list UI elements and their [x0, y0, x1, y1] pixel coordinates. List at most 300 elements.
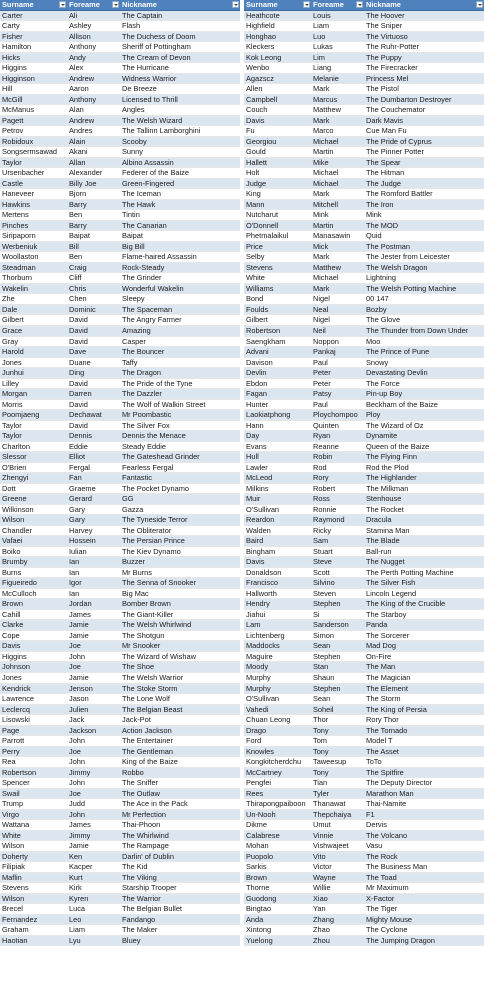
- surname-cell[interactable]: O'Donnell: [246, 220, 279, 230]
- surname-cell[interactable]: Harold: [2, 347, 24, 357]
- nickname-cell[interactable]: Licensed to Thrill: [122, 94, 178, 104]
- nickname-cell[interactable]: The Thunder from Down Under: [366, 325, 469, 335]
- forename-cell[interactable]: Nigel: [313, 315, 330, 325]
- forename-cell[interactable]: Duane: [69, 357, 91, 367]
- nickname-cell[interactable]: The Dumbarton Destroyer: [366, 94, 452, 104]
- nickname-cell[interactable]: The Postman: [366, 241, 410, 251]
- nickname-cell[interactable]: The Judge: [366, 178, 401, 188]
- forename-cell[interactable]: Aaron: [69, 84, 89, 94]
- forename-cell[interactable]: Umut: [313, 820, 331, 830]
- nickname-cell[interactable]: Mr Snooker: [122, 641, 161, 651]
- surname-cell[interactable]: Filipiak: [2, 862, 25, 872]
- nickname-cell[interactable]: The Giant-Killer: [122, 609, 174, 619]
- nickname-cell[interactable]: The Tyneside Terror: [122, 515, 188, 525]
- forename-cell[interactable]: Ian: [69, 567, 80, 577]
- surname-cell[interactable]: Campbell: [246, 94, 278, 104]
- surname-cell[interactable]: Stevens: [246, 262, 273, 272]
- surname-cell[interactable]: Page: [2, 725, 20, 735]
- forename-cell[interactable]: Joe: [69, 788, 81, 798]
- forename-cell[interactable]: Michael: [313, 136, 339, 146]
- surname-cell[interactable]: Mohan: [246, 841, 269, 851]
- nickname-cell[interactable]: The Rampage: [122, 841, 169, 851]
- forename-cell[interactable]: Paul: [313, 357, 328, 367]
- surname-cell[interactable]: Clarke: [2, 620, 24, 630]
- nickname-cell[interactable]: Mr Maximum: [366, 883, 409, 893]
- surname-cell[interactable]: Carter: [2, 10, 23, 20]
- forename-cell[interactable]: Ian: [69, 557, 80, 567]
- nickname-cell[interactable]: The Maker: [122, 925, 158, 935]
- forename-cell[interactable]: Jason: [69, 694, 89, 704]
- surname-cell[interactable]: Dale: [2, 304, 18, 314]
- nickname-cell[interactable]: Devastating Devlin: [366, 368, 428, 378]
- surname-cell[interactable]: Taylor: [2, 157, 22, 167]
- forename-cell[interactable]: Patsy: [313, 389, 332, 399]
- forename-cell[interactable]: Dennis: [69, 431, 93, 441]
- nickname-cell[interactable]: Fantastic: [122, 473, 152, 483]
- forename-cell[interactable]: Joe: [69, 662, 81, 672]
- nickname-cell[interactable]: The Dragon: [122, 368, 162, 378]
- forename-cell[interactable]: Mink: [313, 210, 329, 220]
- forename-cell[interactable]: Kirk: [69, 883, 82, 893]
- nickname-cell[interactable]: The Force: [366, 378, 400, 388]
- nickname-cell[interactable]: The Milkman: [366, 483, 409, 493]
- surname-cell[interactable]: Fu: [246, 126, 255, 136]
- nickname-header[interactable]: Nickname: [364, 0, 484, 10]
- surname-cell[interactable]: Higginson: [2, 73, 35, 83]
- surname-cell[interactable]: Anda: [246, 914, 264, 924]
- nickname-cell[interactable]: The Asset: [366, 746, 399, 756]
- surname-cell[interactable]: Davison: [246, 357, 273, 367]
- forename-cell[interactable]: David: [69, 315, 88, 325]
- surname-cell[interactable]: Nutcharut: [246, 210, 279, 220]
- surname-cell[interactable]: Ebdon: [246, 378, 268, 388]
- surname-cell[interactable]: Maddocks: [246, 641, 280, 651]
- surname-cell[interactable]: Wilson: [2, 841, 25, 851]
- forename-cell[interactable]: Peter: [313, 368, 331, 378]
- surname-cell[interactable]: Stevens: [2, 883, 29, 893]
- surname-cell[interactable]: Hallworth: [246, 588, 277, 598]
- surname-cell[interactable]: Georgiou: [246, 136, 277, 146]
- surname-cell[interactable]: Mertens: [2, 210, 29, 220]
- forename-cell[interactable]: Victor: [313, 862, 332, 872]
- forename-cell[interactable]: Billy Joe: [69, 178, 97, 188]
- forename-cell[interactable]: Matthew: [313, 262, 341, 272]
- forename-cell[interactable]: Zhou: [313, 935, 330, 945]
- forename-cell[interactable]: Darren: [69, 389, 92, 399]
- nickname-cell[interactable]: The Pride of Cyprus: [366, 136, 432, 146]
- forename-cell[interactable]: Tony: [313, 767, 329, 777]
- surname-cell[interactable]: Spencer: [2, 778, 30, 788]
- forename-cell[interactable]: Wayne: [313, 872, 336, 882]
- forename-cell[interactable]: Robin: [313, 452, 333, 462]
- forename-cell[interactable]: Cliff: [69, 273, 82, 283]
- nickname-cell[interactable]: GG: [122, 494, 134, 504]
- forename-cell[interactable]: Allan: [69, 157, 86, 167]
- nickname-cell[interactable]: Bluey: [122, 935, 141, 945]
- surname-cell[interactable]: Hicks: [2, 52, 21, 62]
- forename-cell[interactable]: Barry: [69, 199, 87, 209]
- nickname-cell[interactable]: Taffy: [122, 357, 138, 367]
- nickname-cell[interactable]: Mr Poombastic: [122, 410, 172, 420]
- forename-cell[interactable]: Michael: [313, 273, 339, 283]
- nickname-cell[interactable]: The Wolf of Walkin Street: [122, 399, 206, 409]
- surname-cell[interactable]: McManus: [2, 105, 35, 115]
- nickname-cell[interactable]: The Jumping Dragon: [366, 935, 436, 945]
- surname-cell[interactable]: Lawler: [246, 462, 268, 472]
- nickname-cell[interactable]: The Welsh Dragon: [366, 262, 428, 272]
- forename-cell[interactable]: Mitchell: [313, 199, 339, 209]
- surname-cell[interactable]: Parrott: [2, 736, 25, 746]
- nickname-cell[interactable]: The Magician: [366, 673, 411, 682]
- surname-cell[interactable]: Lam: [246, 620, 261, 630]
- nickname-cell[interactable]: Moo: [366, 336, 381, 346]
- surname-cell[interactable]: Wattana: [2, 820, 30, 830]
- forename-cell[interactable]: Martin: [313, 147, 334, 157]
- forename-cell[interactable]: Mark: [313, 115, 330, 125]
- surname-cell[interactable]: Thorne: [246, 883, 270, 893]
- nickname-cell[interactable]: The MOD: [366, 220, 399, 230]
- surname-cell[interactable]: McCartney: [246, 767, 282, 777]
- surname-cell[interactable]: Gray: [2, 336, 19, 346]
- forename-cell[interactable]: Bill: [69, 241, 79, 251]
- forename-cell[interactable]: Ploychompoo: [313, 410, 358, 420]
- surname-cell[interactable]: Fernandez: [2, 914, 38, 924]
- forename-cell[interactable]: Chen: [69, 294, 87, 304]
- nickname-cell[interactable]: Robbo: [122, 767, 144, 777]
- surname-cell[interactable]: Baird: [246, 536, 264, 546]
- nickname-cell[interactable]: Bomber Brown: [122, 599, 171, 609]
- forename-cell[interactable]: Gary: [69, 515, 86, 525]
- nickname-cell[interactable]: The Angry Farmer: [122, 315, 182, 325]
- nickname-cell[interactable]: The Perth Potting Machine: [366, 567, 454, 577]
- forename-cell[interactable]: Mark: [313, 252, 330, 262]
- nickname-cell[interactable]: Scooby: [122, 136, 147, 146]
- forename-cell[interactable]: Zhang: [313, 914, 334, 924]
- nickname-cell[interactable]: King of the Baize: [122, 757, 178, 767]
- surname-cell[interactable]: Petrov: [2, 126, 24, 136]
- surname-cell[interactable]: Price: [246, 241, 263, 251]
- nickname-cell[interactable]: Lincoln Legend: [366, 588, 417, 598]
- forename-cell[interactable]: Stephen: [313, 651, 341, 661]
- nickname-cell[interactable]: Snowy: [366, 357, 389, 367]
- nickname-cell[interactable]: Steady Eddie: [122, 441, 166, 451]
- forename-cell[interactable]: Ben: [69, 252, 83, 262]
- nickname-cell[interactable]: The Blade: [366, 536, 400, 546]
- forename-cell[interactable]: Hossein: [69, 536, 96, 546]
- nickname-cell[interactable]: The Stoke Storm: [122, 683, 178, 693]
- surname-cell[interactable]: McGill: [2, 94, 23, 104]
- forename-cell[interactable]: Steven: [313, 588, 337, 598]
- nickname-cell[interactable]: Starship Trooper: [122, 883, 177, 893]
- surname-cell[interactable]: Johnson: [2, 662, 30, 672]
- nickname-cell[interactable]: The Kiev Dynamo: [122, 546, 181, 556]
- surname-cell[interactable]: Xintong: [246, 925, 272, 935]
- surname-cell[interactable]: Trump: [2, 799, 24, 809]
- surname-cell[interactable]: Day: [246, 431, 260, 441]
- forename-cell[interactable]: Noppon: [313, 336, 339, 346]
- nickname-cell[interactable]: The Senna of Snooker: [122, 578, 196, 588]
- surname-cell[interactable]: Wilkinson: [2, 504, 34, 514]
- filter-dropdown-icon[interactable]: [476, 1, 483, 8]
- forename-cell[interactable]: Vito: [313, 851, 326, 861]
- forename-cell[interactable]: Kyren: [69, 893, 89, 903]
- nickname-cell[interactable]: The Romford Battler: [366, 189, 433, 199]
- surname-cell[interactable]: O'Sullivan: [246, 504, 280, 514]
- surname-cell[interactable]: Greene: [2, 494, 27, 504]
- surname-cell[interactable]: Steadman: [2, 262, 36, 272]
- nickname-cell[interactable]: The Hurricane: [122, 63, 169, 73]
- forename-cell[interactable]: Pankaj: [313, 347, 336, 357]
- nickname-cell[interactable]: The Shoe: [122, 662, 155, 672]
- surname-cell[interactable]: Fisher: [2, 31, 23, 41]
- surname-cell[interactable]: Kendrick: [2, 683, 31, 693]
- surname-cell[interactable]: McCulloch: [2, 588, 37, 598]
- forename-cell[interactable]: Alex: [69, 63, 84, 73]
- forename-cell[interactable]: Joe: [69, 746, 81, 756]
- forename-cell[interactable]: Marcus: [313, 94, 338, 104]
- nickname-cell[interactable]: Federer of the Baize: [122, 168, 189, 178]
- forename-cell[interactable]: Andres: [69, 126, 93, 136]
- surname-cell[interactable]: Songsermsawad: [2, 147, 58, 157]
- nickname-cell[interactable]: Buzzer: [122, 557, 146, 567]
- forename-cell[interactable]: John: [69, 778, 86, 788]
- forename-cell[interactable]: Matthew: [313, 105, 341, 115]
- surname-cell[interactable]: Allen: [246, 84, 263, 94]
- forename-cell[interactable]: Si: [313, 609, 320, 619]
- forename-cell[interactable]: Ricky: [313, 525, 332, 535]
- forename-cell[interactable]: David: [69, 378, 88, 388]
- surname-cell[interactable]: McLeod: [246, 473, 273, 483]
- nickname-cell[interactable]: The Deputy Director: [366, 778, 433, 788]
- nickname-cell[interactable]: The Toad: [366, 872, 397, 882]
- surname-cell[interactable]: Wilson: [2, 515, 25, 525]
- forename-cell[interactable]: John: [69, 757, 86, 767]
- nickname-cell[interactable]: Sleepy: [122, 294, 145, 304]
- surname-cell[interactable]: Gould: [246, 147, 266, 157]
- surname-cell[interactable]: Donaldson: [246, 567, 282, 577]
- surname-cell[interactable]: Hunter: [246, 399, 269, 409]
- nickname-cell[interactable]: The Couchemator: [366, 105, 426, 115]
- forename-cell[interactable]: Jamie: [69, 673, 89, 682]
- surname-cell[interactable]: Saengkham: [246, 336, 286, 346]
- nickname-cell[interactable]: Panda: [366, 620, 388, 630]
- nickname-cell[interactable]: Angles: [122, 105, 145, 115]
- surname-cell[interactable]: Murphy: [246, 683, 271, 693]
- nickname-cell[interactable]: The Volcano: [366, 830, 408, 840]
- nickname-cell[interactable]: Casper: [122, 336, 146, 346]
- nickname-cell[interactable]: Rock-Steady: [122, 262, 165, 272]
- surname-cell[interactable]: Yuelong: [246, 935, 273, 945]
- nickname-cell[interactable]: The Glove: [366, 315, 401, 325]
- nickname-cell[interactable]: Dervis: [366, 820, 387, 830]
- surname-cell[interactable]: Robidoux: [2, 136, 34, 146]
- forename-cell[interactable]: Yan: [313, 904, 326, 914]
- nickname-cell[interactable]: The Highlander: [366, 473, 417, 483]
- nickname-cell[interactable]: Cue Man Fu: [366, 126, 407, 136]
- forename-cell[interactable]: Lukas: [313, 42, 333, 52]
- surname-cell[interactable]: Judge: [246, 178, 267, 188]
- nickname-cell[interactable]: Sunny: [122, 147, 143, 157]
- surname-cell[interactable]: Leclercq: [2, 704, 30, 714]
- forename-cell[interactable]: Stephen: [313, 599, 341, 609]
- nickname-cell[interactable]: Pin-up Boy: [366, 389, 403, 399]
- surname-cell[interactable]: Ursenbacher: [2, 168, 45, 178]
- forename-cell[interactable]: Manasawin: [313, 231, 351, 241]
- forename-cell[interactable]: Kurt: [69, 872, 83, 882]
- forename-cell[interactable]: Anthony: [69, 42, 97, 52]
- forename-cell[interactable]: Silvino: [313, 578, 335, 588]
- nickname-cell[interactable]: The Entertainer: [122, 736, 173, 746]
- nickname-cell[interactable]: The Firecracker: [366, 63, 418, 73]
- surname-cell[interactable]: Highfield: [246, 21, 275, 31]
- surname-cell[interactable]: Ford: [246, 736, 262, 746]
- forename-cell[interactable]: Simon: [313, 630, 334, 640]
- nickname-cell[interactable]: Action Jackson: [122, 725, 172, 735]
- surname-cell[interactable]: Rea: [2, 757, 16, 767]
- surname-cell[interactable]: Castle: [2, 178, 23, 188]
- surname-cell[interactable]: Siripaporn: [2, 231, 36, 241]
- surname-cell[interactable]: Hallett: [246, 157, 267, 167]
- forename-cell[interactable]: Joe: [69, 641, 81, 651]
- surname-cell[interactable]: Murphy: [246, 673, 271, 682]
- forename-cell[interactable]: Dominic: [69, 304, 96, 314]
- forename-cell[interactable]: Dave: [69, 347, 87, 357]
- forename-cell[interactable]: Chris: [69, 283, 87, 293]
- surname-cell[interactable]: Doherty: [2, 851, 28, 861]
- nickname-cell[interactable]: F1: [366, 809, 375, 819]
- forename-cell[interactable]: Shaun: [313, 673, 335, 682]
- nickname-cell[interactable]: The Storm: [366, 694, 401, 704]
- surname-cell[interactable]: Figueiredo: [2, 578, 37, 588]
- surname-cell[interactable]: Robertson: [2, 767, 37, 777]
- forename-cell[interactable]: Harvey: [69, 525, 93, 535]
- surname-cell[interactable]: Higgins: [2, 63, 27, 73]
- forename-cell[interactable]: Jimmy: [69, 767, 91, 777]
- surname-cell[interactable]: Boiko: [2, 546, 21, 556]
- surname-cell[interactable]: Pagett: [2, 115, 24, 125]
- nickname-cell[interactable]: Rory Thor: [366, 715, 399, 725]
- nickname-cell[interactable]: Thai-Phoon: [122, 820, 161, 830]
- forename-cell[interactable]: Fergal: [69, 462, 90, 472]
- nickname-cell[interactable]: Jack-Pot: [122, 715, 151, 725]
- forename-cell[interactable]: David: [69, 336, 88, 346]
- forename-cell[interactable]: Liam: [69, 925, 86, 935]
- surname-header[interactable]: Surname: [0, 0, 67, 10]
- surname-cell[interactable]: Bingtao: [246, 904, 272, 914]
- surname-cell[interactable]: Morris: [2, 399, 23, 409]
- nickname-cell[interactable]: The Lone Wolf: [122, 694, 170, 704]
- forename-cell[interactable]: Jackson: [69, 725, 97, 735]
- forename-cell[interactable]: Sam: [313, 536, 329, 546]
- nickname-cell[interactable]: Mighty Mouse: [366, 914, 413, 924]
- nickname-cell[interactable]: The Spear: [366, 157, 401, 167]
- nickname-cell[interactable]: Princess Mel: [366, 73, 409, 83]
- filter-dropdown-icon[interactable]: [356, 1, 363, 8]
- forename-cell[interactable]: Jack: [69, 715, 85, 725]
- forename-cell[interactable]: John: [69, 651, 86, 661]
- forename-cell[interactable]: Stephen: [313, 683, 341, 693]
- nickname-cell[interactable]: Quid: [366, 231, 382, 241]
- forename-cell[interactable]: Sean: [313, 641, 331, 651]
- forename-cell[interactable]: Tian: [313, 778, 328, 788]
- surname-cell[interactable]: Morgan: [2, 389, 28, 399]
- surname-cell[interactable]: Chandler: [2, 525, 32, 535]
- surname-cell[interactable]: Fagan: [246, 389, 267, 399]
- surname-cell[interactable]: Maguire: [246, 651, 273, 661]
- nickname-cell[interactable]: The Belgian Bullet: [122, 904, 182, 914]
- nickname-cell[interactable]: The Puppy: [366, 52, 402, 62]
- forename-cell[interactable]: Baipat: [69, 231, 90, 241]
- forename-cell[interactable]: Mark: [313, 189, 330, 199]
- forename-cell[interactable]: Mick: [313, 241, 329, 251]
- nickname-cell[interactable]: ToTo: [366, 757, 382, 767]
- nickname-cell[interactable]: Amazing: [122, 325, 151, 335]
- forename-cell[interactable]: Stan: [313, 662, 329, 672]
- surname-cell[interactable]: Knowles: [246, 746, 274, 756]
- forename-cell[interactable]: Alain: [69, 136, 86, 146]
- forename-cell[interactable]: Ryan: [313, 431, 331, 441]
- surname-cell[interactable]: Lilley: [2, 378, 19, 388]
- forename-cell[interactable]: David: [69, 325, 88, 335]
- surname-cell[interactable]: Cahill: [2, 609, 21, 619]
- surname-cell[interactable]: Dott: [2, 483, 16, 493]
- surname-cell[interactable]: Brecel: [2, 904, 23, 914]
- surname-cell[interactable]: Guodong: [246, 893, 277, 903]
- forename-cell[interactable]: Ding: [69, 368, 85, 378]
- surname-cell[interactable]: Walden: [246, 525, 271, 535]
- forename-cell[interactable]: Martin: [313, 220, 334, 230]
- nickname-cell[interactable]: The Dazzler: [122, 389, 162, 399]
- surname-cell[interactable]: Foulds: [246, 304, 269, 314]
- surname-cell[interactable]: Virgo: [2, 809, 20, 819]
- forename-cell[interactable]: Lim: [313, 52, 325, 62]
- forename-cell[interactable]: Mark: [313, 84, 330, 94]
- surname-cell[interactable]: Hamilton: [2, 42, 32, 52]
- forename-cell[interactable]: Andy: [69, 52, 86, 62]
- forename-cell[interactable]: Jenson: [69, 683, 93, 693]
- forename-cell[interactable]: Jamie: [69, 841, 89, 851]
- nickname-cell[interactable]: The Obliterator: [122, 525, 172, 535]
- filter-dropdown-icon[interactable]: [303, 1, 310, 8]
- nickname-cell[interactable]: Beckham of the Baize: [366, 399, 438, 409]
- surname-cell[interactable]: Lawrence: [2, 694, 35, 704]
- surname-cell[interactable]: Reardon: [246, 515, 275, 525]
- nickname-cell[interactable]: The Viking: [122, 872, 157, 882]
- surname-cell[interactable]: Lisowski: [2, 715, 30, 725]
- forename-cell[interactable]: James: [69, 609, 91, 619]
- nickname-cell[interactable]: De Breeze: [122, 84, 157, 94]
- nickname-cell[interactable]: The Wizard of Wishaw: [122, 651, 196, 661]
- forename-cell[interactable]: Eddie: [69, 441, 88, 451]
- surname-cell[interactable]: Laokiatphong: [246, 410, 291, 420]
- nickname-cell[interactable]: Queen of the Baize: [366, 441, 430, 451]
- nickname-cell[interactable]: The Hoover: [366, 10, 405, 20]
- forename-cell[interactable]: Andrew: [69, 115, 95, 125]
- surname-cell[interactable]: White: [2, 830, 21, 840]
- forename-cell[interactable]: Akani: [69, 147, 88, 157]
- surname-cell[interactable]: Agazscz: [246, 73, 274, 83]
- forename-cell[interactable]: Raymond: [313, 515, 345, 525]
- forename-cell[interactable]: Mike: [313, 157, 329, 167]
- forename-cell[interactable]: Soheil: [313, 704, 334, 714]
- nickname-cell[interactable]: Dracula: [366, 515, 392, 525]
- nickname-cell[interactable]: Flash: [122, 21, 141, 31]
- forename-cell[interactable]: Xiao: [313, 893, 328, 903]
- nickname-cell[interactable]: Widness Warrior: [122, 73, 177, 83]
- forename-cell[interactable]: Judd: [69, 799, 86, 809]
- surname-cell[interactable]: Higgins: [2, 651, 27, 661]
- nickname-cell[interactable]: The Gentleman: [122, 746, 173, 756]
